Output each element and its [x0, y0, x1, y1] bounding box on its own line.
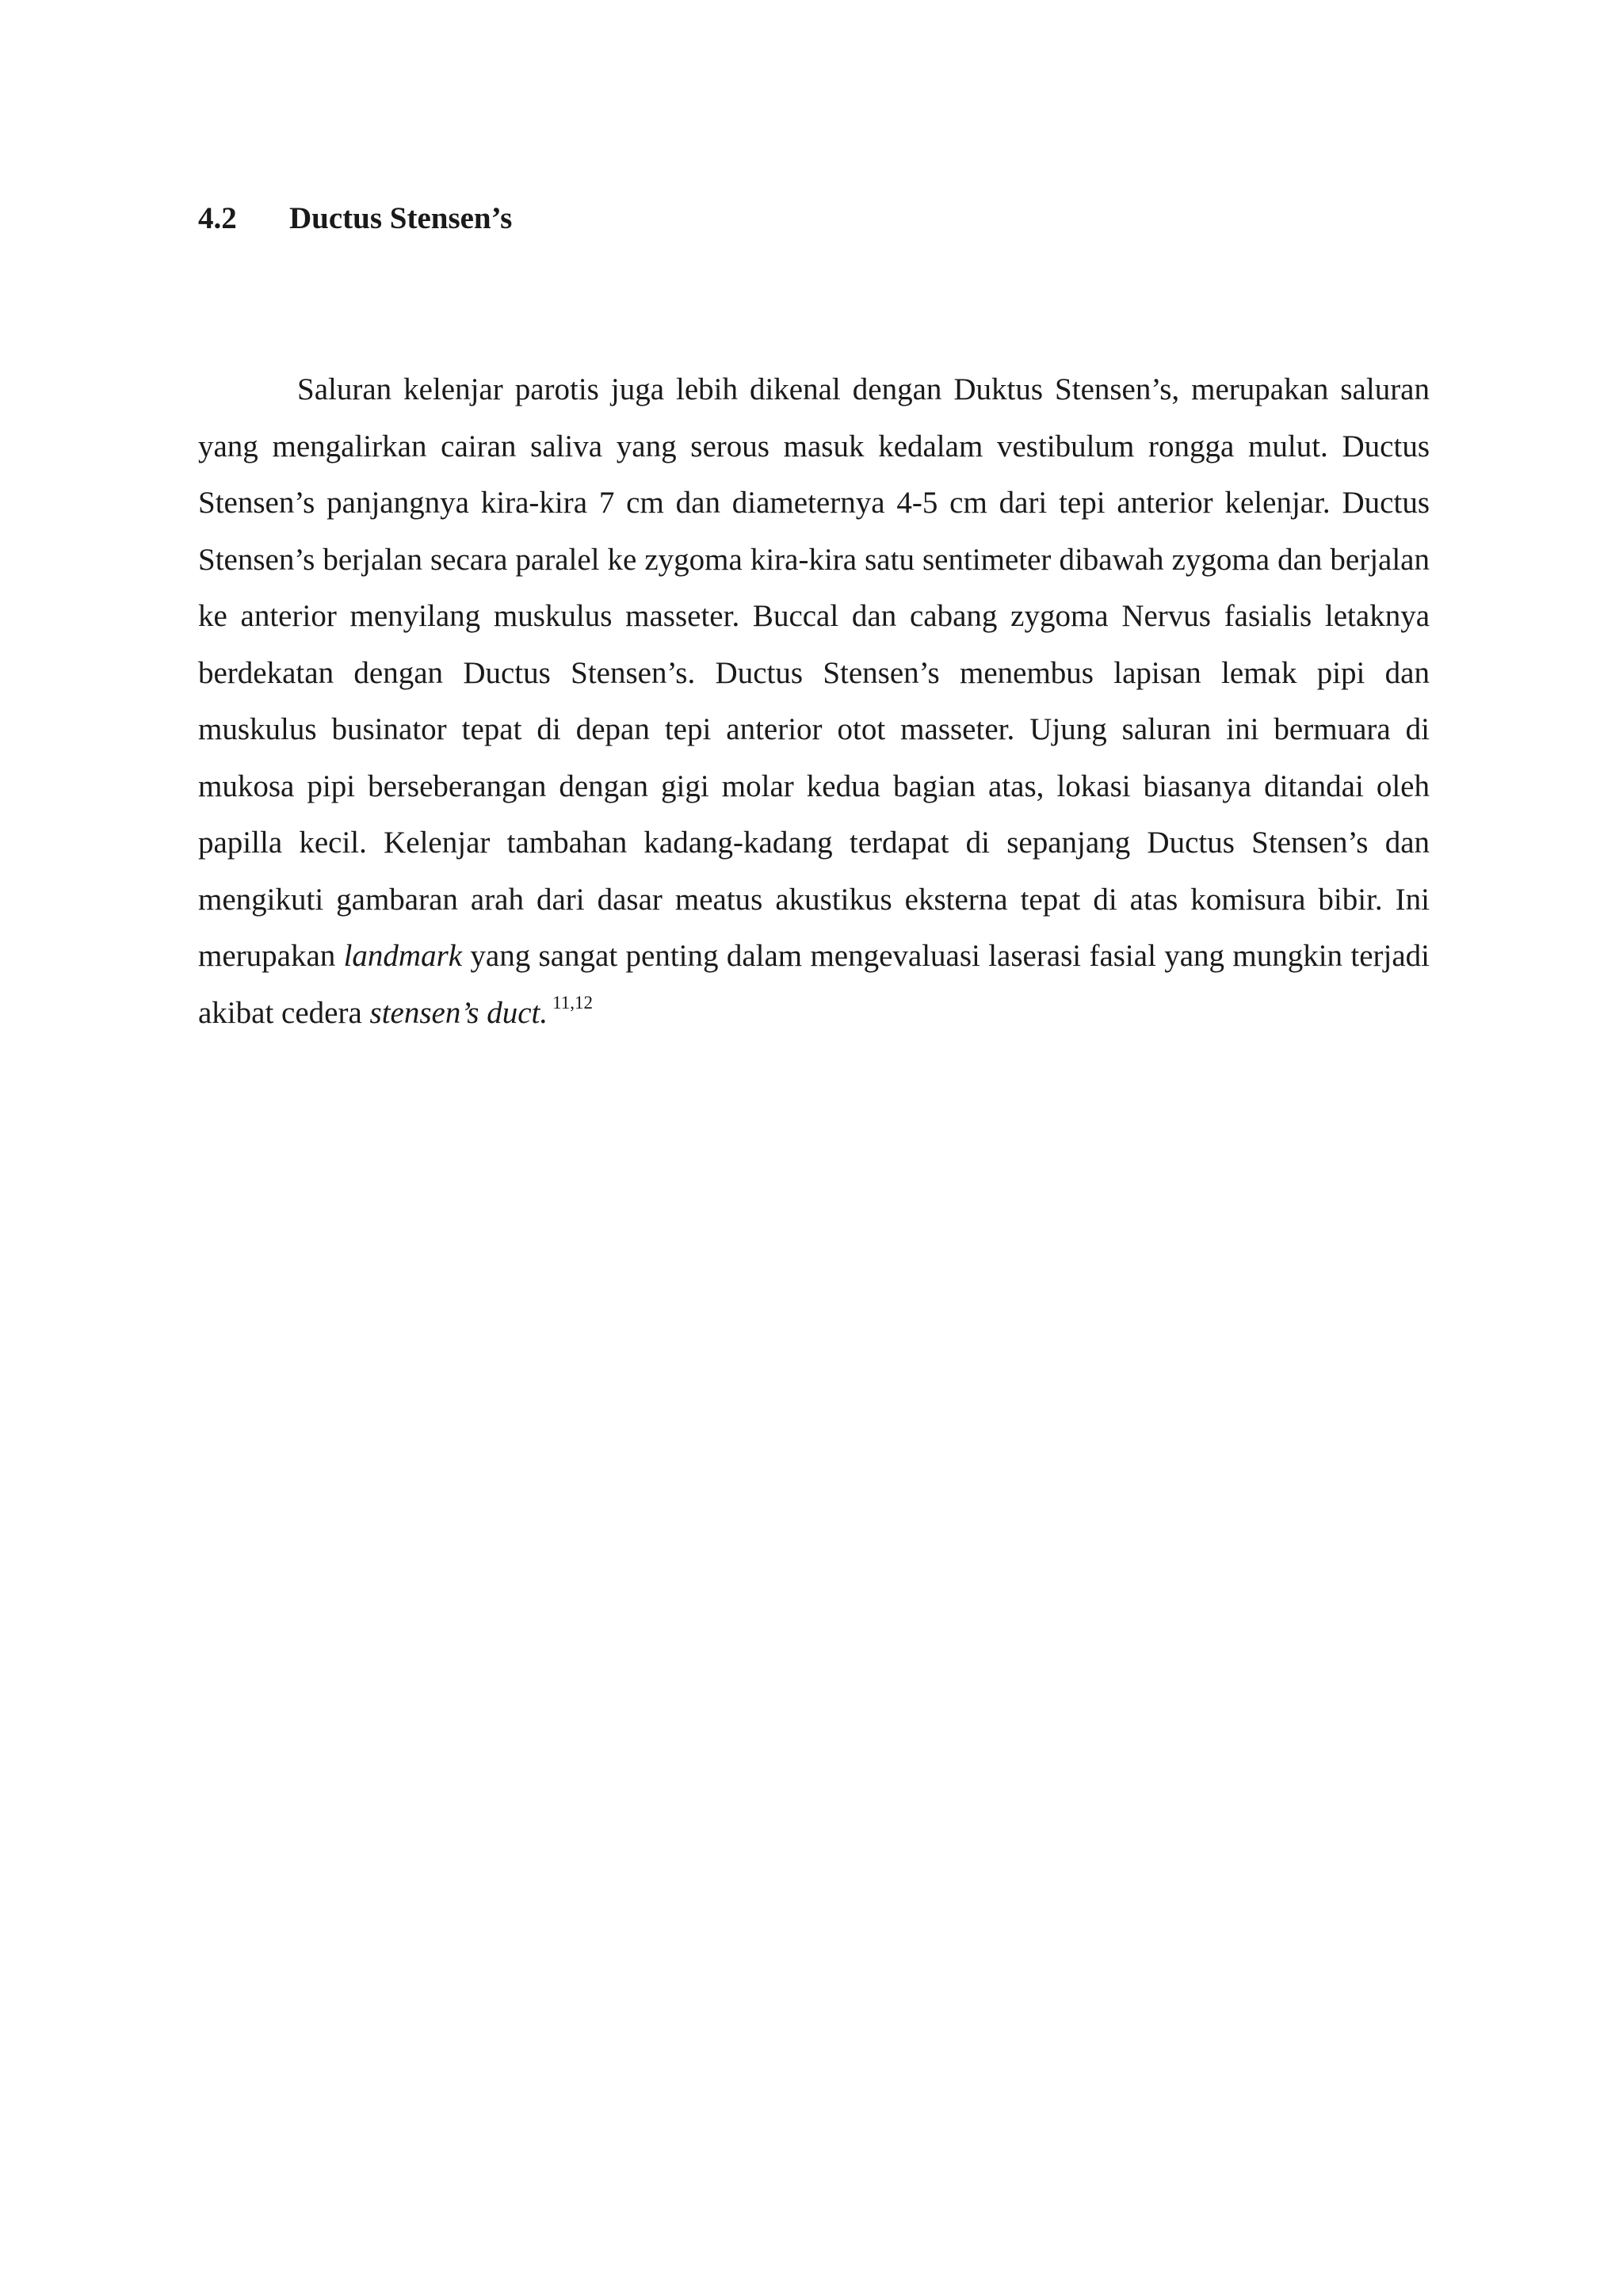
- section-title: Ductus Stensen’s: [289, 201, 513, 235]
- paragraph-text-part-2: yang sangat penting dalam mengevaluasi laserasi fasial yang mungkin terjadi akibat cedera: [198, 939, 1430, 1030]
- section-number: 4.2: [198, 201, 237, 235]
- section-heading: [198, 198, 512, 239]
- italic-term-stensens-duct: stensen’s duct.: [369, 995, 548, 1030]
- italic-term-landmark: landmark: [343, 939, 463, 973]
- body-paragraph: [198, 361, 1430, 1041]
- citation-superscript: 11,12: [552, 992, 594, 1013]
- paragraph-text-part-1: Saluran kelenjar parotis juga lebih dikenal dengan Duktus Stensen’s, merupakan saluran yang mengalirkan cairan saliva yang serous masuk kedalam vestibulum rongga mulut. Ductus Stensen’s panjangnya kira-kira 7 cm dan diameternya 4-5 cm dari tepi anterior kelenjar. Ductus Stensen’s berjalan secara paralel ke zygoma kira-kira satu sentimeter dibawah zygoma dan berjalan ke anterior menyilang muskulus masseter. Buccal dan cabang zygoma Nervus fasialis letaknya berdekatan dengan Ductus Stensen’s. Ductus Stensen’s menembus lapisan lemak pipi dan muskulus businator tepat di depan tepi anterior otot masseter. Ujung saluran ini bermuara di mukosa pipi berseberangan dengan gigi molar kedua bagian atas, lokasi biasanya ditandai oleh papilla kecil. Kelenjar tambahan kadang-kadang terdapat di sepanjang Ductus Stensen’s dan mengikuti gambaran arah dari dasar meatus akustikus eksterna tepat di atas komisura bibir. Ini merupakan: [198, 372, 1430, 973]
